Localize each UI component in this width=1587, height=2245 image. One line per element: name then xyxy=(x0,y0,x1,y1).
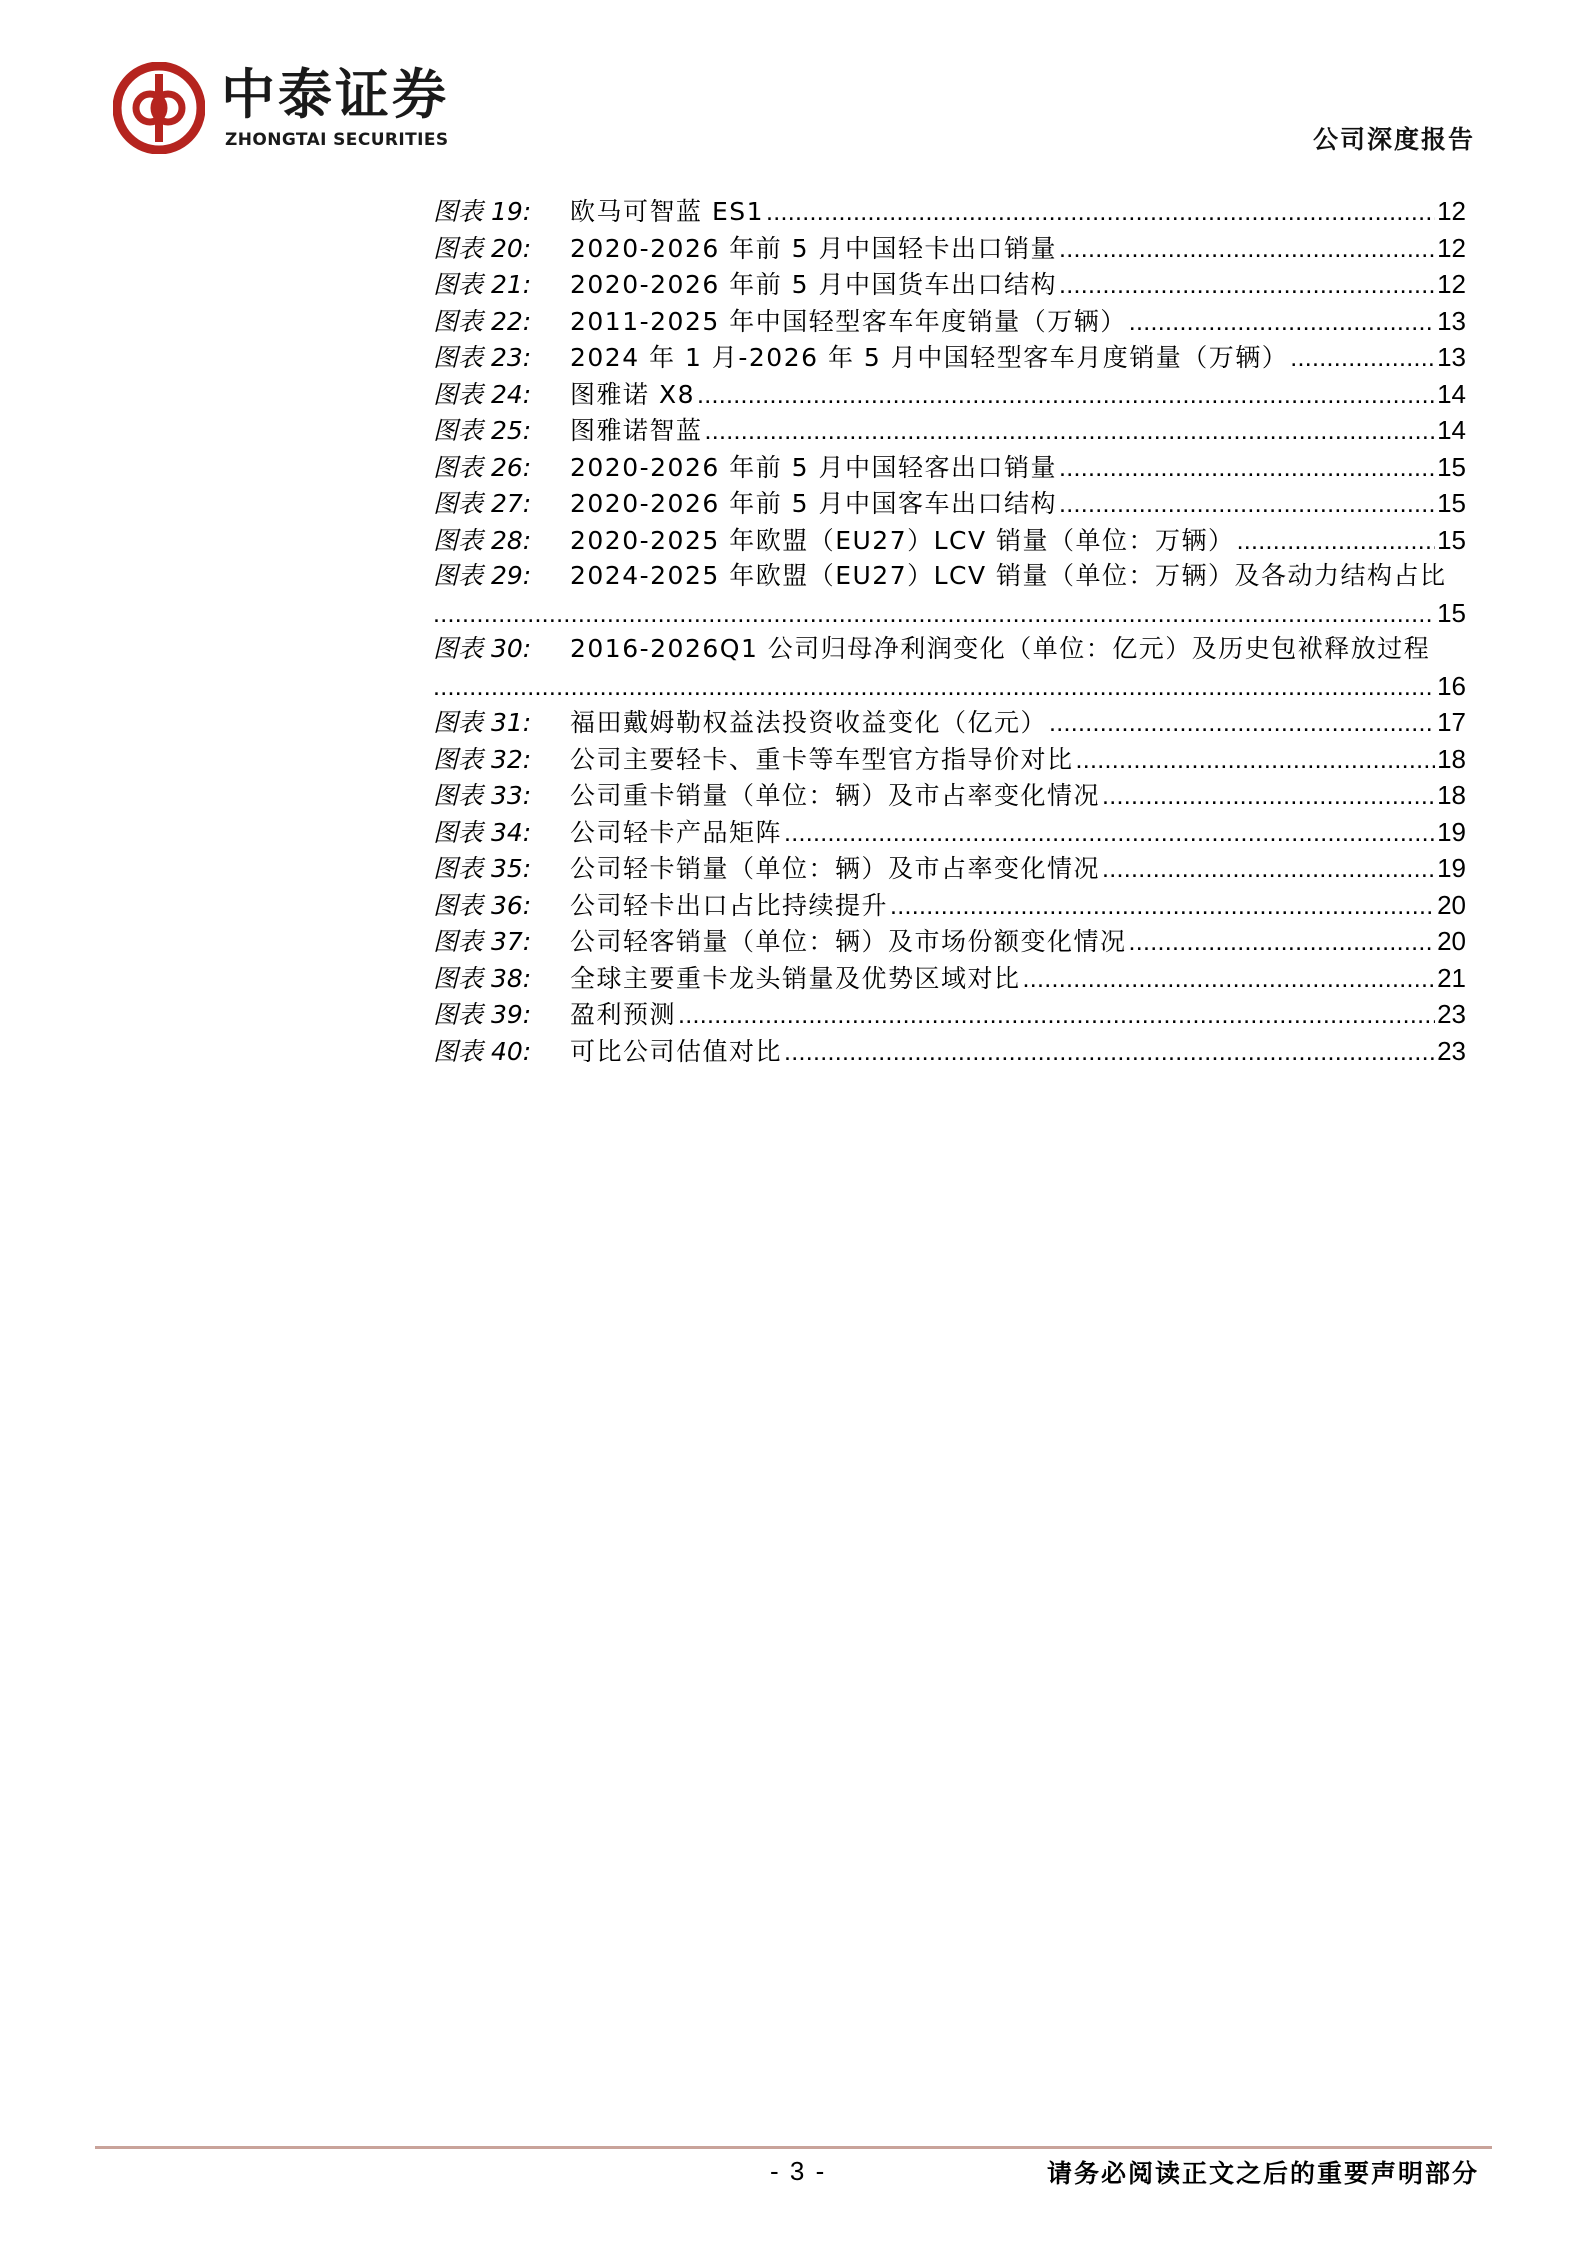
toc-label: 图表 21: xyxy=(433,270,532,299)
toc-label: 图表 28: xyxy=(433,525,532,555)
toc-entry[interactable] xyxy=(433,777,1466,814)
dot-leader xyxy=(697,377,1435,414)
toc-title: 公司轻卡销量（单位：辆）及市占率变化情况 xyxy=(570,854,1101,883)
toc-page: 17 xyxy=(1437,707,1466,737)
toc-page: 12 xyxy=(1437,232,1466,263)
figure-toc xyxy=(433,193,1466,1069)
dot-leader xyxy=(1049,705,1435,742)
toc-title: 可比公司估值对比 xyxy=(570,1036,783,1066)
toc-label: 图表 37: xyxy=(433,927,532,956)
dot-leader xyxy=(1059,231,1435,268)
dot-leader xyxy=(890,888,1435,925)
dot-leader xyxy=(784,1034,1435,1071)
toc-entry[interactable] xyxy=(433,741,1466,778)
dot-leader xyxy=(1023,961,1436,998)
toc-title: 公司主要轻卡、重卡等车型官方指导价对比 xyxy=(570,744,1074,774)
logo-english-name: ZHONGTAI SECURITIES xyxy=(225,130,449,150)
toc-page: 15 xyxy=(1437,451,1466,482)
toc-page: 14 xyxy=(1437,415,1466,445)
toc-page: 14 xyxy=(1437,378,1466,409)
toc-title: 2011-2025 年中国轻型客车年度销量（万辆） xyxy=(570,306,1127,336)
toc-label: 图表 26: xyxy=(433,452,532,482)
toc-entry[interactable] xyxy=(433,923,1466,960)
toc-label: 图表 24: xyxy=(433,379,532,409)
toc-label: 图表 30: xyxy=(433,634,532,663)
toc-entry[interactable] xyxy=(433,1033,1466,1070)
toc-title: 2020-2026 年前 5 月中国轻客出口销量 xyxy=(570,452,1058,482)
toc-entry[interactable] xyxy=(433,887,1466,924)
toc-entry[interactable] xyxy=(433,960,1466,997)
toc-entry[interactable] xyxy=(433,850,1466,887)
toc-page: 18 xyxy=(1437,743,1466,774)
toc-entry[interactable] xyxy=(433,266,1466,303)
dot-leader xyxy=(1076,742,1436,779)
toc-title: 全球主要重卡龙头销量及优势区域对比 xyxy=(570,963,1021,993)
toc-page: 20 xyxy=(1437,926,1466,956)
toc-entry[interactable] xyxy=(433,230,1466,267)
dot-leader xyxy=(1102,851,1435,888)
toc-label: 图表 34: xyxy=(433,817,532,847)
dot-leader xyxy=(766,194,1435,231)
company-logo xyxy=(113,62,483,162)
toc-title: 盈利预测 xyxy=(570,1000,677,1029)
report-type-label: 公司深度报告 xyxy=(1312,125,1475,154)
toc-label: 图表 29: xyxy=(433,561,532,590)
dot-leader xyxy=(1059,450,1435,487)
dot-leader xyxy=(1059,267,1435,304)
toc-title: 2020-2026 年前 5 月中国轻卡出口销量 xyxy=(570,233,1058,263)
toc-entry[interactable] xyxy=(433,376,1466,413)
dot-leader xyxy=(1237,523,1436,560)
toc-title: 福田戴姆勒权益法投资收益变化（亿元） xyxy=(570,708,1048,737)
toc-title: 公司轻卡出口占比持续提升 xyxy=(570,890,889,920)
toc-title: 图雅诺智蓝 xyxy=(570,416,703,445)
dot-leader xyxy=(1290,340,1435,377)
footer-divider xyxy=(95,2146,1492,2149)
dot-leader xyxy=(678,997,1435,1034)
dot-leader xyxy=(1129,304,1435,341)
toc-page: 23 xyxy=(1437,999,1466,1029)
dot-leader xyxy=(705,413,1436,450)
toc-label: 图表 25: xyxy=(433,416,532,445)
page-number: - 3 - xyxy=(770,2156,827,2186)
dot-leader xyxy=(433,669,1435,706)
toc-label: 图表 33: xyxy=(433,781,532,810)
toc-label: 图表 38: xyxy=(433,963,532,993)
toc-entry[interactable] xyxy=(433,996,1466,1033)
toc-title: 2024-2025 年欧盟（EU27）LCV 销量（单位：万辆）及各动力结构占比 xyxy=(570,561,1447,590)
toc-page: 13 xyxy=(1437,305,1466,336)
toc-title: 公司轻客销量（单位：辆）及市场份额变化情况 xyxy=(570,927,1127,956)
toc-label: 图表 31: xyxy=(433,708,532,737)
toc-page: 19 xyxy=(1437,853,1466,883)
toc-title: 2020-2025 年欧盟（EU27）LCV 销量（单位：万辆） xyxy=(570,525,1235,555)
toc-label: 图表 40: xyxy=(433,1036,532,1066)
toc-label: 图表 27: xyxy=(433,489,532,518)
toc-entry[interactable] xyxy=(433,522,1466,559)
dot-leader xyxy=(1129,924,1436,961)
toc-entry[interactable] xyxy=(433,814,1466,851)
toc-page: 15 xyxy=(1437,597,1466,628)
toc-entry[interactable] xyxy=(433,704,1466,741)
toc-entry[interactable] xyxy=(433,303,1466,340)
toc-entry[interactable] xyxy=(433,339,1466,376)
toc-title: 公司重卡销量（单位：辆）及市占率变化情况 xyxy=(570,781,1101,810)
toc-page: 13 xyxy=(1437,342,1466,372)
toc-entry[interactable] xyxy=(433,631,1466,704)
toc-page: 19 xyxy=(1437,816,1466,847)
toc-label: 图表 32: xyxy=(433,744,532,774)
logo-chinese-name: 中泰证券 xyxy=(221,63,449,126)
toc-entry[interactable] xyxy=(433,449,1466,486)
toc-title: 2024 年 1 月-2026 年 5 月中国轻型客车月度销量（万辆） xyxy=(570,343,1289,372)
toc-label: 图表 36: xyxy=(433,890,532,920)
toc-label: 图表 22: xyxy=(433,306,532,336)
toc-page: 23 xyxy=(1437,1035,1466,1066)
dot-leader xyxy=(1102,778,1435,815)
dot-leader xyxy=(1059,486,1435,523)
toc-entry[interactable] xyxy=(433,193,1466,230)
toc-page: 18 xyxy=(1437,780,1466,810)
toc-page: 21 xyxy=(1437,962,1466,993)
toc-page: 15 xyxy=(1437,488,1466,518)
toc-label: 图表 20: xyxy=(433,233,532,263)
toc-title: 图雅诺 X8 xyxy=(570,379,695,409)
toc-title: 2020-2026 年前 5 月中国客车出口结构 xyxy=(570,489,1058,518)
toc-page: 20 xyxy=(1437,889,1466,920)
toc-title: 公司轻卡产品矩阵 xyxy=(570,817,783,847)
toc-title: 欧马可智蓝 ES1 xyxy=(570,197,765,226)
toc-page: 12 xyxy=(1437,269,1466,299)
toc-page: 12 xyxy=(1437,196,1466,226)
dot-leader xyxy=(784,815,1435,852)
footer-disclaimer: 请务必阅读正文之后的重要声明部分 xyxy=(1046,2159,1479,2188)
toc-entry[interactable] xyxy=(433,412,1466,449)
toc-entry[interactable] xyxy=(433,485,1466,522)
toc-page: 16 xyxy=(1437,670,1466,701)
toc-entry[interactable] xyxy=(433,558,1466,631)
toc-label: 图表 19: xyxy=(433,197,532,226)
toc-label: 图表 39: xyxy=(433,1000,532,1029)
toc-label: 图表 35: xyxy=(433,854,532,883)
toc-title: 2016-2026Q1 公司归母净利润变化（单位：亿元）及历史包袱释放过程 xyxy=(570,634,1431,663)
dot-leader xyxy=(433,596,1435,633)
toc-page: 15 xyxy=(1437,524,1466,555)
toc-title: 2020-2026 年前 5 月中国货车出口结构 xyxy=(570,270,1058,299)
toc-label: 图表 23: xyxy=(433,343,532,372)
zhongtai-logo-icon xyxy=(113,62,205,154)
